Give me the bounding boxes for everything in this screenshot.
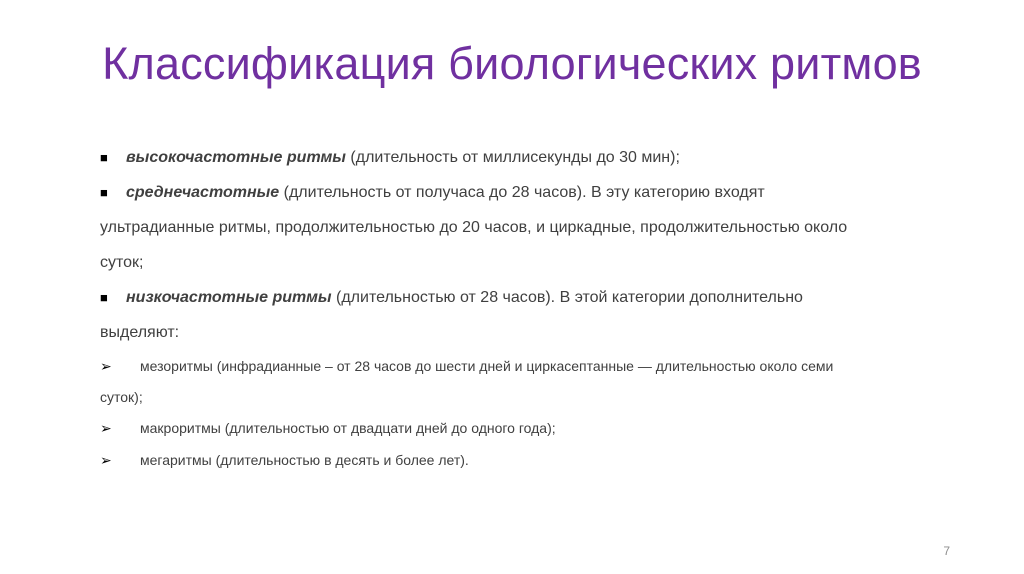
- list-item-high-frequency: [100, 140, 950, 175]
- arrow-bullet-icon: ➢: [100, 420, 112, 436]
- sublist-item-megarhythms: [100, 444, 950, 476]
- sublist-item-text: макроритмы (длительностью от двадцати дней до одного года);: [140, 420, 556, 436]
- item-text: (длительность от миллисекунды до 30 мин);: [345, 149, 680, 166]
- sublist-item-macrorhythms: [100, 412, 950, 444]
- square-bullet-icon: ■: [100, 185, 108, 200]
- list-item-continuation: ультрадианные ритмы, продолжительностью до 20 часов, и циркадные, продолжительностью около: [100, 219, 848, 236]
- sublist-item-mesorhythms: [100, 350, 950, 382]
- item-term: высокочастотные ритмы: [126, 149, 346, 166]
- list-item-continuation: суток;: [100, 254, 144, 271]
- square-bullet-icon: ■: [100, 150, 108, 165]
- slide-body: [100, 140, 950, 476]
- item-term: среднечастотные: [126, 184, 280, 201]
- sublist-item-text: мегаритмы (длительностью в десять и более лет).: [140, 452, 469, 468]
- list-item-continuation: выделяют:: [100, 324, 180, 341]
- arrow-bullet-icon: ➢: [100, 452, 112, 468]
- item-text: (длительность от получаса до 28 часов). В эту категорию входят: [279, 184, 765, 201]
- item-term: низкочастотные ритмы: [126, 289, 332, 306]
- sublist-item-text: мезоритмы (инфрадианные – от 28 часов до шести дней и циркасептанные — длительностью около семи: [140, 358, 834, 374]
- page-number: 7: [943, 544, 950, 558]
- square-bullet-icon: ■: [100, 290, 108, 305]
- sublist-item-continuation: суток);: [100, 389, 143, 405]
- arrow-bullet-icon: ➢: [100, 358, 112, 374]
- slide-title: Классификация биологических ритмов: [102, 38, 922, 89]
- item-text: (длительностью от 28 часов). В этой категории дополнительно: [331, 289, 803, 306]
- list-item-low-frequency: [100, 280, 950, 315]
- list-item-mid-frequency: [100, 175, 950, 210]
